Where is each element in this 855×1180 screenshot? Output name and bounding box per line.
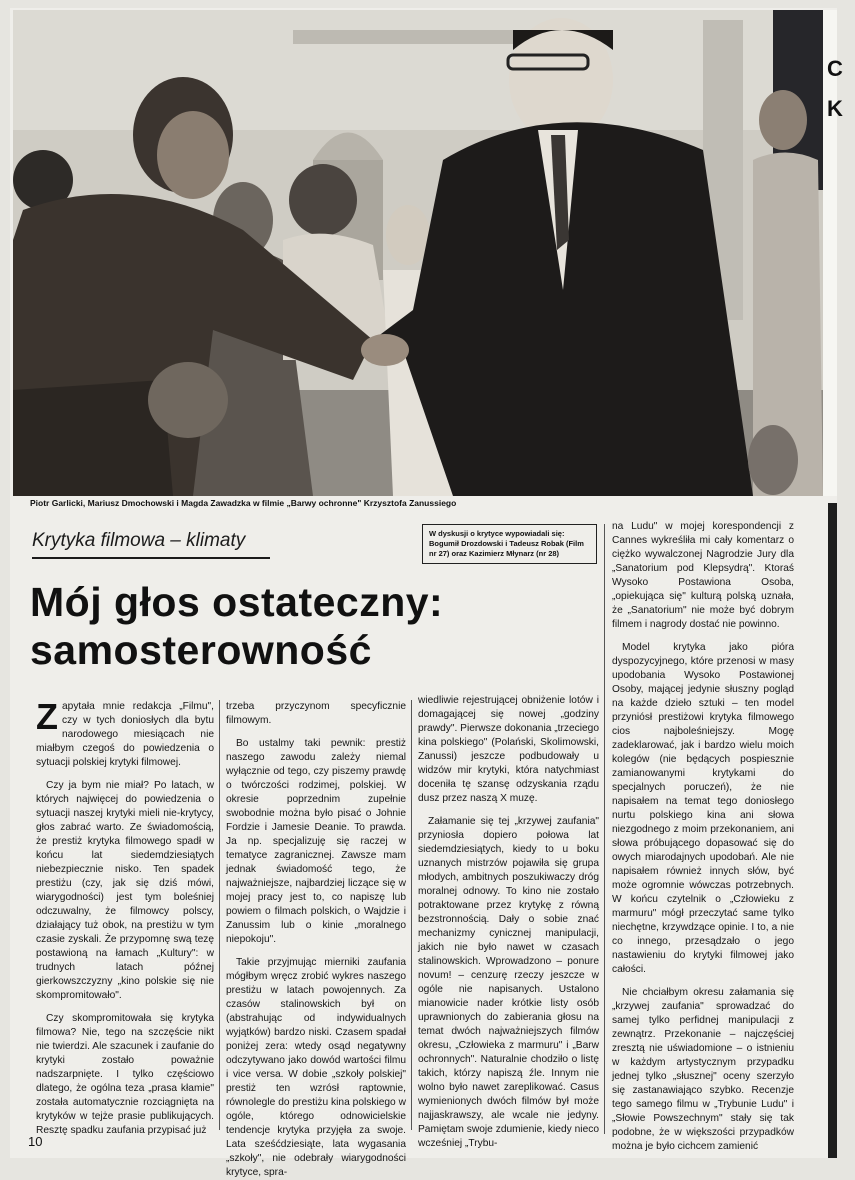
page-number: 10 <box>28 1134 43 1149</box>
adjacent-page-letter: K <box>827 96 843 121</box>
column-divider <box>411 700 412 1130</box>
paragraph: na Ludu" w mojej korespondencji z Cannes wykreśliła mi cały komentarz o ciężko wywalczonej Nagrodzie Jury dla „Sanatorium pod Klepsydrą". Ktoraś Wysoko Postawiona Osoba, „opiekująca się" kulturą polską uznała, że „Sanatorium" nie może być dobrym filmem i nagrody dostać nie powinno. <box>612 521 794 630</box>
adjacent-page-strip <box>823 10 837 496</box>
paragraph: Takie przyjmując mierniki zaufania mógłbym wręcz zrobić wykres naszego prestiżu w latach powojennych. Za czasów stalinowskich był on (abstrahując od indywidualnych wyjątków) bardzo niski. Czasem spadał poniżej zera: wtedy osąd negatywny odczytywano jako dowód wartości filmu i vice versa. W dobie „szkoły polskiej" prestiż ten wzrósł raptownie, równolegle do prestiżu kina polskiego w ogóle, którego odnowicielskie tendencje krytyka przyjęła za swoje. Lata sześćdziesiąte, lata wygasania „szkoły", nie odebrały wiarygodności krytyce, spra- <box>226 957 406 1178</box>
column-divider <box>219 700 220 1130</box>
adjacent-page-letter: C <box>827 56 843 81</box>
paragraph: Załamanie się tej „krzywej zaufania" przyniosła dopiero połowa lat siedemdziesiątych, kiedy to u boku uznanych mistrzów pojawiła się grupa młodych, ambitnych poszukiwaczy dróg moralnej odnowy. To kino nie zostało potraktowane przez krytykę z równą bezstronnością. Dały o sobie znać mechanizmy cynicznej manipulacji, jakich nie było nawet w czasach stalinowskich. Wprowadzono – ponure novum! – cenzurę rzeczy jeszcze w ogóle nie napisanych. Ustalono mianowicie nader krótkie listy osób uprawnionych do zabierania głosu na temat dwóch najważniejszych filmów okresu, „Człowieka z marmuru" i „Barw ochronnych". Naturalnie chodziło o listę takich, którzy napiszą źle. Innym nie wolno było nawet zareplikować. Casus wymienionych dwóch filmów był może najjaskrawszy, ale wcale nie jedyny. Pamiętam swoje zdumienie, kiedy nieco wcześniej „Trybu- <box>418 816 599 1149</box>
column-divider <box>604 524 605 1134</box>
text-column-3 <box>418 694 599 1149</box>
section-label: Krytyka filmowa – klimaty <box>32 530 246 551</box>
paragraph <box>36 696 214 770</box>
paragraph: wiedliwie rejestrującej obniżenie lotów i domagającej się nowej „godziny prawdy". Pierwsze dokonania „trzeciego kina polskiego" (Polański, Skolimowski, Zanussi) jeszcze podbudowały u widzów mir krytyki, która natychmiast doceniła tę szansę odzyskania rządu dusz przez naszą X muzę. <box>418 695 599 804</box>
headline-line: Mój głos ostateczny: <box>30 579 444 625</box>
paragraph: Model krytyka jako pióra dyspozycyjnego, które przenosi w masy upodobania Wysoko Postawionej Osoby, mającej jedynie słuszny pogląd na każde dzieło sztuki – ten model przyniósł prestiżowi krytyka filmowego cios najboleśniejszy. Mogę zadeklarować, jak i bardzo wielu moich kolegów (nie będących pospiesznie zamianowanymi krytykami do specjalnych poruczeń), że nie napisałem na temat tego doniosłego nurtu polskiego kina ani słowa niezgodnego z moim przekonaniem, ani słowa próbującego dopasować się do owych miarodajnych upodobań. Ale nie napisałem również innych słów, być może ogromnie wówczas potrzebnych. W końcu czytelnik o „Człowieku z marmuru" mógł przeczytać same tylko niechętne, krzywdzące opinie. I to, a nie co innego, przesądzało o jego nastawieniu do krytyki filmowej jako całości. <box>612 642 794 975</box>
article-headline <box>30 578 610 675</box>
text-column-1 <box>36 696 214 1136</box>
section-underline <box>32 557 270 559</box>
paragraph-text: apytała mnie redakcja „Filmu", czy w tych doniosłych dla bytu narodowego miesiącach nie miałbym czegoś do powiedzenia o sytuacji polskiej krytyki filmowej. <box>36 701 214 768</box>
paragraph: Bo ustalmy taki pewnik: prestiż naszego zawodu zależy niemal wyłącznie od tego, czy piszemy prawdę o twórczości rodzimej, polskiej. W okresie poprzednim zupełnie swobodnie można było pisać o Johnie Fordzie i Jamesie Deanie. To prawda. Ja np. specjalizuję się raczej w tematyce zagranicznej. Zawsze mam jednak świadomość tego, że najważniejsze, najbardziej liczące się w mojej pracy jest to, co napiszę lub powiem o filmach polskich, o Wajdzie i Zanussim lub o kinie „moralnego niepokoju". <box>226 738 406 945</box>
discussion-note-box: W dyskusji o krytyce wypowiadali się: Bogumił Drozdowski i Tadeusz Robak (Film nr 27) oraz Kazimierz Młynarz (nr 28) <box>422 524 597 564</box>
drop-cap: Z <box>36 696 58 737</box>
paragraph: trzeba przyczynom specyficznie filmowym. <box>226 701 406 726</box>
photo-caption: Piotr Garlicki, Mariusz Dmochowski i Magda Zawadzka w filmie „Barwy ochronne" Krzysztofa Zanussiego <box>30 498 457 508</box>
headline-line: samosterowność <box>30 627 372 674</box>
paragraph: Nie chciałbym okresu załamania się „krzywej zaufania" sprowadzać do samej tylko perfidnej manipulacji z zewnątrz. Przekonanie – najczęściej zresztą nie uświadomione – o istnieniu w każdym artystycznym przypadku jednej tylko „słusznej" oceny szerzyło się zastanawiająco szybko. Recenzje tego samego filmu w „Trybunie Ludu" i „Słowie Powszechnym" stały się tak podobne, że w większości przypadków można je było cichcem zamienić <box>612 987 794 1152</box>
photo-illustration <box>13 10 823 496</box>
text-column-2 <box>226 700 406 1178</box>
text-column-4 <box>612 520 794 1152</box>
film-still-photo <box>13 10 823 496</box>
paragraph: Czy skompromitowała się krytyka filmowa? Nie, tego na szczęście nikt nie twierdzi. Ale szacunek i zaufanie do krytyki zostało poważnie nadszarpnięte. I tylko częściowo dlatego, że ogólna teza „prasa kłamie" została automatycznie rozciągnięta na krytyków w tejże prasie publikujących. Resztę spadku zaufania przypisać już <box>36 1013 214 1136</box>
magazine-page <box>10 8 843 1178</box>
paragraph: Czy ja bym nie miał? Po latach, w których najwięcej do powiedzenia o sytuacji naszej krytyki mieli nie-krytycy, głos zabrać warto. Ze świadomością, że prestiż krytyka filmowego spadł w końcu lat siedemdziesiątych niebezpiecznie nisko. Ten spadek prestiżu (czy, jak się dziś mówi, wiarygodności) jest tym boleśniej odczuwalny, że filmowcy polscy, działający tuż obok, na prestiżu w tym czasie zyskali. Że przypomnę swą tezę postawioną na łamach „Kultury": w trudnych latach późnej gierkowszczyzny „kino polskie się nie skompromitowało". <box>36 780 214 1001</box>
page-edge-bar <box>828 503 837 1158</box>
